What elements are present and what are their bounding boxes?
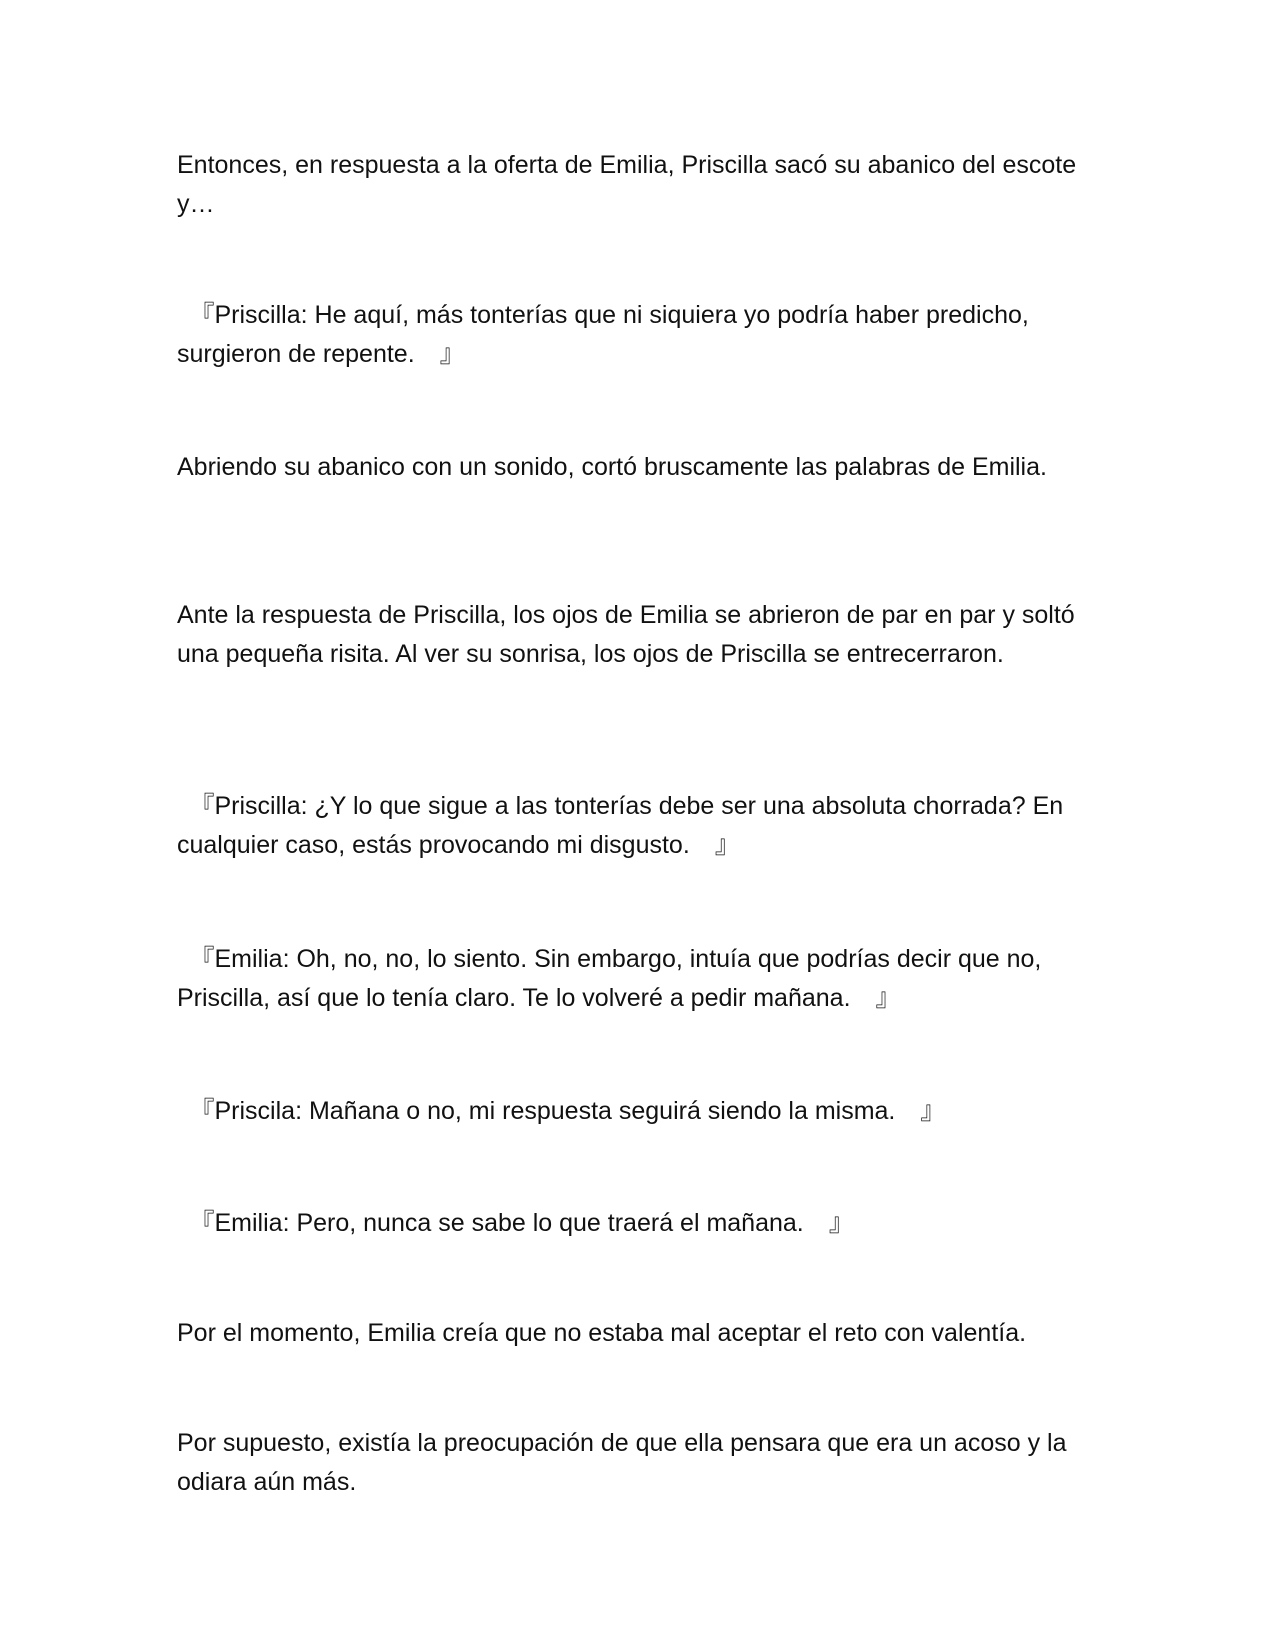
dialogue-paragraph: 『Priscila: Mañana o no, mi respuesta seguirá siendo la misma. 』 (177, 1097, 946, 1125)
narration-paragraph: Entonces, en respuesta a la oferta de Emilia, Priscilla sacó su abanico del escote y… (177, 151, 1077, 218)
dialogue-paragraph: 『Emilia: Oh, no, no, lo siento. Sin embargo, intuía que podrías decir que no, Priscilla, así que lo tenía claro. Te lo volveré a pedir mañana. 』 (177, 945, 1042, 1012)
narration-paragraph: Por supuesto, existía la preocupación de que ella pensara que era un acoso y la odiara aún más. (177, 1429, 1067, 1496)
dialogue-paragraph: 『Emilia: Pero, nunca se sabe lo que traerá el mañana. 』 (177, 1209, 854, 1237)
narration-paragraph: Ante la respuesta de Priscilla, los ojos de Emilia se abrieron de par en par y soltó una pequeña risita. Al ver su sonrisa, los ojos de Priscilla se entrecerraron. (177, 601, 1075, 668)
narration-paragraph: Por el momento, Emilia creía que no estaba mal aceptar el reto con valentía. (177, 1319, 1027, 1347)
dialogue-paragraph: 『Priscilla: He aquí, más tonterías que ni siquiera yo podría haber predicho, surgieron de repente. 』 (177, 301, 1029, 368)
dialogue-paragraph: 『Priscilla: ¿Y lo que sigue a las tonterías debe ser una absoluta chorrada? En cualquier caso, estás provocando mi disgusto. 』 (177, 792, 1064, 859)
narration-paragraph: Abriendo su abanico con un sonido, cortó bruscamente las palabras de Emilia. (177, 453, 1047, 481)
